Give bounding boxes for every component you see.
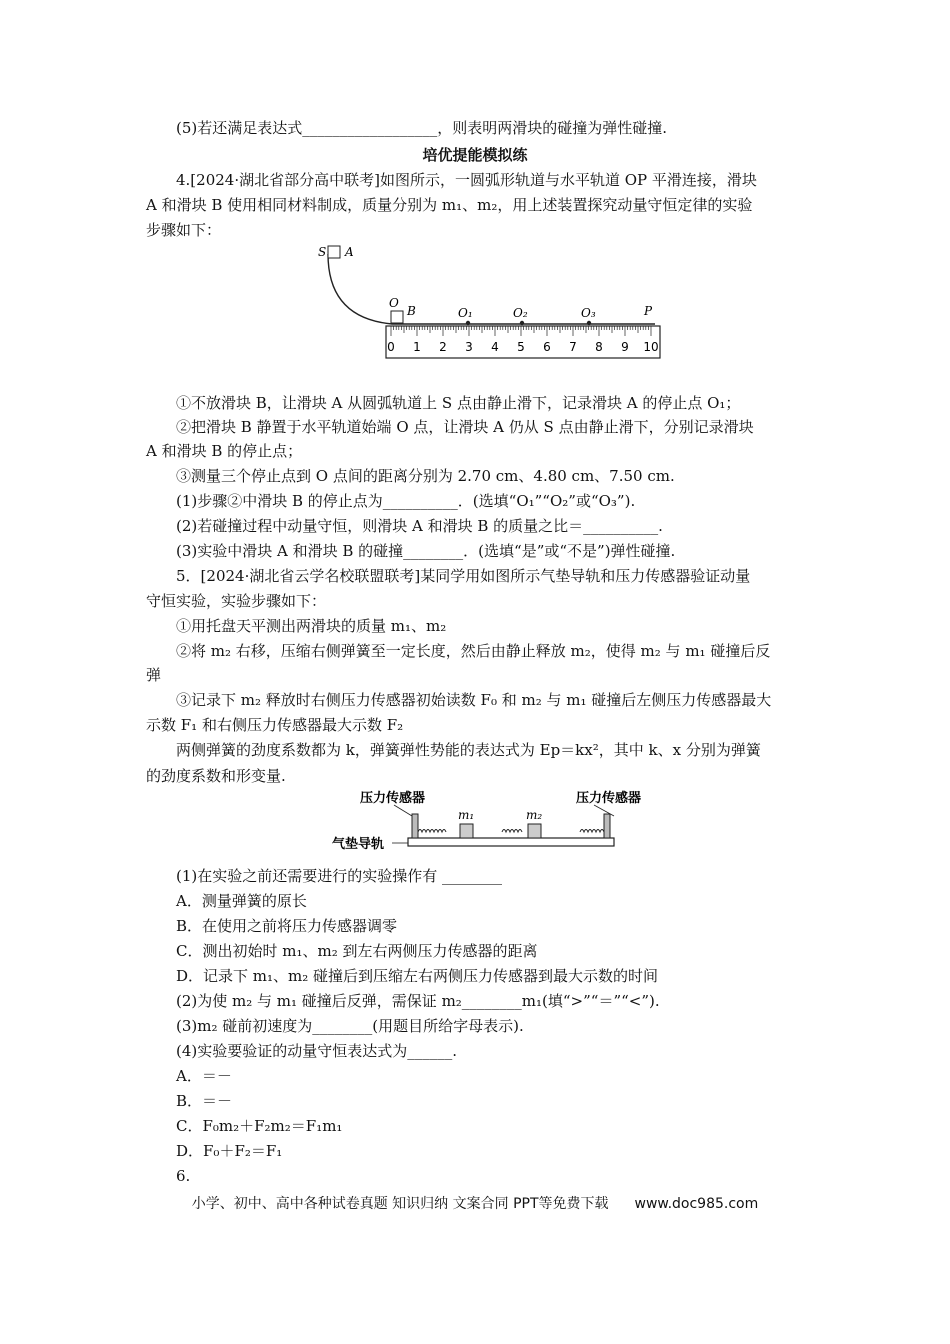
left-spring <box>418 830 446 833</box>
q4-sub3: (3)实验中滑块 A 和滑块 B 的碰撞________．(选填“是”或“不是”)弹性碰撞. <box>176 542 676 560</box>
q5-airtrack-figure <box>332 786 642 858</box>
q4-line2: A 和滑块 B 使用相同材料制成，质量分别为 m₁、m₂，用上述装置探究动量守恒定律的实验 <box>146 196 753 214</box>
footer-text: 小学、初中、高中各种试卷真题 知识归纳 文案合同 PPT等免费下载 <box>191 1196 609 1212</box>
ruler-number: 6 <box>543 340 551 354</box>
q5-note1: 两侧弹簧的劲度系数都为 k，弹簧弹性势能的表达式为 Ep＝kx²，其中 k、x 分别为弹簧 <box>176 741 761 759</box>
q4-sub1: (1)步骤②中滑块 B 的停止点为__________．(选填“O₁”“O₂”或“O₃”). <box>176 492 636 510</box>
q4-step2a: ②把滑块 B 静置于水平轨道始端 O 点，让滑块 A 仍从 S 点由静止滑下，分别记录滑块 <box>176 418 754 436</box>
q5-ans-c: C．F₀m₂＋F₂m₂＝F₁m₁ <box>176 1117 343 1135</box>
left-sensor <box>412 814 418 838</box>
label-o1: O₁ <box>458 306 473 320</box>
q6-number: 6. <box>176 1167 191 1185</box>
right-sensor <box>604 814 610 838</box>
q5-note2: 的劲度系数和形变量. <box>146 767 286 785</box>
q5-line2: 守恒实验，实验步骤如下： <box>146 592 327 610</box>
q5-opt-d: D．记录下 m₁、m₂ 碰撞后到压缩左右两侧压力传感器到最大示数的时间 <box>176 967 659 985</box>
q5-step1: ①用托盘天平测出两滑块的质量 m₁、m₂ <box>176 617 447 635</box>
ruler-number: 2 <box>439 340 447 354</box>
block-m1 <box>460 824 473 838</box>
q5-sub2: (2)为使 m₂ 与 m₁ 碰撞后反弹，需保证 m₂________m₁(填“>”“＝”“<”). <box>176 992 660 1010</box>
track-base <box>408 838 614 846</box>
m1-label: m₁ <box>458 808 475 822</box>
block-a <box>328 246 340 258</box>
label-o: O <box>389 296 399 310</box>
label-a: A <box>345 245 354 259</box>
airtrack-label: 气垫导轨 <box>332 837 385 852</box>
q5-line1: 5．[2024·湖北省云学名校联盟联考]某同学用如图所示气垫导轨和压力传感器验证动量 <box>176 567 751 585</box>
right-sensor-label: 压力传感器 <box>576 791 642 806</box>
q4-line3: 步骤如下： <box>146 221 222 239</box>
q5-sub3: (3)m₂ 碰前初速度为________(用题目所给字母表示). <box>176 1017 524 1035</box>
ruler-number: 0 <box>387 340 395 354</box>
q5-sub1: (1)在实验之前还需要进行的实验操作有 ________ <box>176 867 503 885</box>
q5-ans-b: B．＝－ <box>176 1092 233 1110</box>
q5-sub4: (4)实验要验证的动量守恒表达式为______. <box>176 1042 458 1060</box>
ruler-number: 3 <box>465 340 473 354</box>
label-o3: O₃ <box>581 306 596 320</box>
label-s: S <box>318 245 327 259</box>
q4-step2b: A 和滑块 B 的停止点； <box>146 442 303 460</box>
point-o3 <box>587 321 591 325</box>
q4-sub2: (2)若碰撞过程中动量守恒，则滑块 A 和滑块 B 的质量之比＝__________. <box>176 517 663 535</box>
ruler-number: 5 <box>517 340 525 354</box>
ruler-number: 7 <box>569 340 577 354</box>
q5-ans-a: A．＝－ <box>176 1067 232 1085</box>
q5-opt-b: B．在使用之前将压力传感器调零 <box>176 917 398 935</box>
footer <box>0 1193 950 1213</box>
q5-opt-a: A．测量弹簧的原长 <box>176 892 307 910</box>
ruler-number: 9 <box>621 340 629 354</box>
q4-step3: ③测量三个停止点到 O 点间的距离分别为 2.70 cm、4.80 cm、7.50 cm. <box>176 467 675 485</box>
q5-ans-d: D．F₀＋F₂＝F₁ <box>176 1142 283 1160</box>
ruler-number: 1 <box>413 340 421 354</box>
block-b <box>391 311 403 323</box>
middle-spring <box>502 830 522 833</box>
q5-step3b: 示数 F₁ 和右侧压力传感器最大示数 F₂ <box>146 716 404 734</box>
footer-url[interactable]: www.doc985.com <box>634 1196 759 1212</box>
right-spring <box>580 830 604 833</box>
ruler-number: 10 <box>643 340 659 354</box>
block-m2 <box>528 824 541 838</box>
ruler-number: 4 <box>491 340 499 354</box>
label-p: P <box>644 304 653 318</box>
ruler-number: 8 <box>595 340 603 354</box>
section-title: 培优提能模拟练 <box>422 146 528 164</box>
m2-label: m₂ <box>526 808 543 822</box>
q5-step2b: 弹 <box>146 666 162 684</box>
prev-q5: (5)若还满足表达式__________________，则表明两滑块的碰撞为弹性碰撞. <box>176 119 668 137</box>
q4-track-figure <box>300 238 680 363</box>
q5-step2a: ②将 m₂ 右移，压缩右侧弹簧至一定长度，然后由静止释放 m₂，使得 m₂ 与 m₁ 碰撞后反 <box>176 642 771 660</box>
point-o1 <box>466 321 470 325</box>
q5-step3a: ③记录下 m₂ 释放时右侧压力传感器初始读数 F₀ 和 m₂ 与 m₁ 碰撞后左侧压力传感器最大 <box>176 691 772 709</box>
q5-opt-c: C．测出初始时 m₁、m₂ 到左右两侧压力传感器的距离 <box>176 942 538 960</box>
label-o2: O₂ <box>513 306 528 320</box>
arc-track <box>328 254 655 324</box>
point-o2 <box>520 321 524 325</box>
label-b: B <box>407 304 416 318</box>
left-sensor-label: 压力传感器 <box>360 791 426 806</box>
q4-step1: ①不放滑块 B，让滑块 A 从圆弧轨道上 S 点由静止滑下，记录滑块 A 的停止点 O₁； <box>176 394 741 412</box>
q4-line1: 4.[2024·湖北省部分高中联考]如图所示，一圆弧形轨道与水平轨道 OP 平滑连接，滑块 <box>176 171 757 189</box>
